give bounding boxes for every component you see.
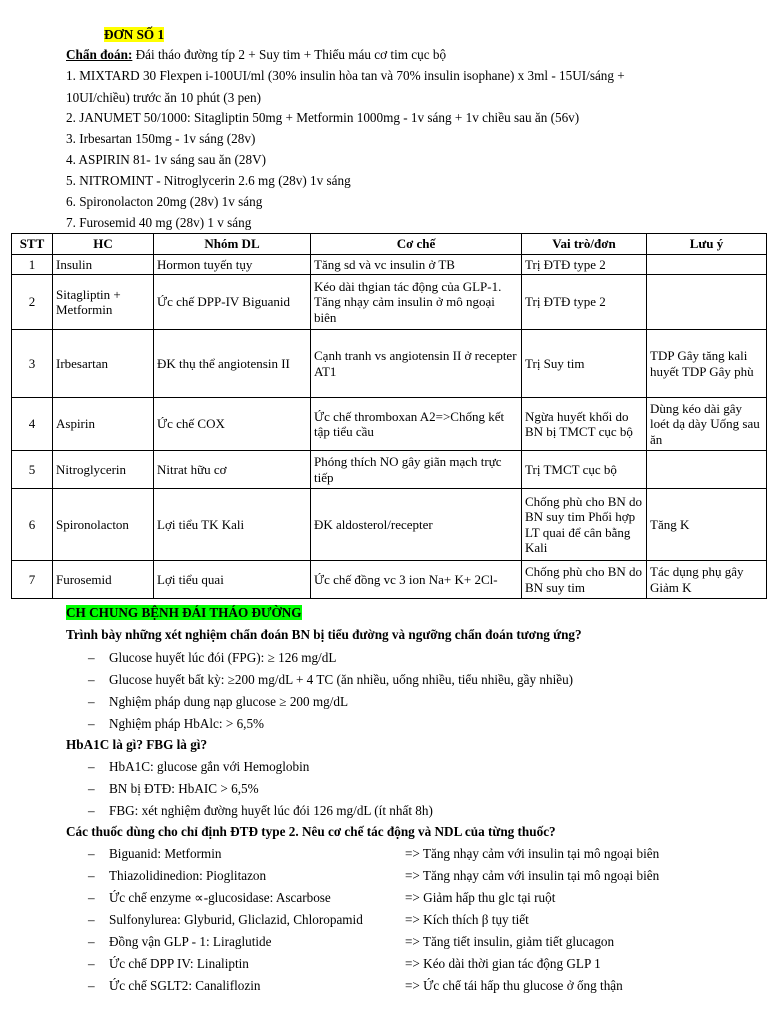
drug-name-text: Thiazolidinedion: Pioglitazon (109, 868, 267, 883)
diagnosis-label: Chẩn đoán: (66, 47, 133, 62)
cell-nhom: Ức chế COX (154, 398, 311, 451)
diagnosis-text: Đái tháo đường típ 2 + Suy tim + Thiếu máu cơ tim cục bộ (132, 47, 447, 62)
prescription-line-5: 5. NITROMINT - Nitroglycerin 2.6 mg (28v) 1v sáng (66, 173, 351, 188)
cell-nhom: ĐK thụ thể angiotensin II (154, 330, 311, 398)
cell-hc: Aspirin (53, 398, 154, 451)
list-item-text: FBG: xét nghiệm đường huyết lúc đói 126 mg/dL (ít nhất 8h) (109, 803, 433, 818)
cell-vaitro: Trị ĐTĐ type 2 (522, 275, 647, 330)
drug-name-text: Ức chế SGLT2: Canaliflozin (109, 978, 261, 993)
header-stt: STT (12, 234, 53, 255)
header-hc: HC (53, 234, 154, 255)
drug-mechanism: => Kích thích β tụy tiết (405, 912, 529, 927)
diagnosis-line (66, 46, 446, 64)
cell-hc: Irbesartan (53, 330, 154, 398)
table-header-row (12, 234, 767, 255)
header-nhom: Nhóm DL (154, 234, 311, 255)
list-item (88, 693, 348, 711)
prescription-line-3: 3. Irbesartan 150mg - 1v sáng (28v) (66, 131, 256, 146)
prescription-line-6: 6. Spironolacton 20mg (28v) 1v sáng (66, 194, 263, 209)
cell-luuy (647, 255, 767, 275)
drug-name (88, 889, 331, 907)
dash-bullet: – (88, 846, 95, 861)
table-row (12, 275, 767, 330)
drug-mechanism: => Tăng nhạy cảm với insulin tại mô ngoại biên (405, 846, 660, 861)
cell-nhom: Hormon tuyến tụy (154, 255, 311, 275)
cell-coche: Kéo dài thgian tác động của GLP-1. Tăng nhạy cảm insulin ở mô ngoại biên (311, 275, 522, 330)
cell-stt: 6 (12, 489, 53, 561)
prescription-line-1-cont: 10UI/chiều) trước ăn 10 phút (3 pen) (66, 90, 262, 105)
drug-name (88, 933, 272, 951)
cell-luuy: Tác dụng phụ gây Giảm K (647, 561, 767, 599)
drug-name-text: Biguanid: Metformin (109, 846, 222, 861)
cell-nhom: Lợi tiểu quai (154, 561, 311, 599)
drug-mechanism: => Kéo dài thời gian tác động GLP 1 (405, 956, 601, 971)
drug-table (11, 233, 767, 599)
list-item (88, 802, 433, 820)
header-luuy: Lưu ý (647, 234, 767, 255)
cell-stt: 3 (12, 330, 53, 398)
dash-bullet: – (88, 716, 95, 731)
table-row (12, 255, 767, 275)
cell-coche: Cạnh tranh vs angiotensin II ở recepter AT1 (311, 330, 522, 398)
drug-name (88, 955, 249, 973)
list-item-text: HbA1C: glucose gắn với Hemoglobin (109, 759, 310, 774)
dash-bullet: – (88, 803, 95, 818)
cell-luuy (647, 451, 767, 489)
list-item (88, 780, 259, 798)
drug-name-text: Đồng vận GLP - 1: Liraglutide (109, 934, 272, 949)
dash-bullet: – (88, 694, 95, 709)
cell-luuy (647, 275, 767, 330)
list-item (88, 649, 336, 667)
cell-luuy: TDP Gây tăng kali huyết TDP Gây phù (647, 330, 767, 398)
drug-name-text: Ức chế DPP IV: Linaliptin (109, 956, 249, 971)
dash-bullet: – (88, 934, 95, 949)
cell-hc: Sitagliptin + Metformin (53, 275, 154, 330)
section-heading (66, 604, 302, 622)
dash-bullet: – (88, 912, 95, 927)
dash-bullet: – (88, 672, 95, 687)
title-highlight: ĐƠN SỐ 1 (104, 27, 165, 42)
dash-bullet: – (88, 956, 95, 971)
cell-hc: Furosemid (53, 561, 154, 599)
cell-coche: ĐK aldosterol/recepter (311, 489, 522, 561)
dash-bullet: – (88, 781, 95, 796)
drug-mechanism: => Ức chế tái hấp thu glucose ở ống thận (405, 978, 623, 993)
prescription-line-1: 1. MIXTARD 30 Flexpen i-100UI/ml (30% insulin hòa tan và 70% insulin isophane) x 3ml - 15UI/sáng + (66, 68, 625, 83)
cell-nhom: Lợi tiểu TK Kali (154, 489, 311, 561)
drug-name (88, 977, 260, 995)
cell-hc: Insulin (53, 255, 154, 275)
question-3: Các thuốc dùng cho chỉ định ĐTĐ type 2. Nêu cơ chế tác động và NDL của từng thuốc? (66, 824, 556, 839)
drug-mechanism: => Giảm hấp thu glc tại ruột (405, 890, 556, 905)
cell-vaitro: Trị TMCT cục bộ (522, 451, 647, 489)
drug-name (88, 845, 221, 863)
cell-stt: 1 (12, 255, 53, 275)
question-2: HbA1C là gì? FBG là gì? (66, 737, 208, 752)
list-item-text: BN bị ĐTĐ: HbAIC > 6,5% (109, 781, 259, 796)
cell-stt: 4 (12, 398, 53, 451)
header-coche: Cơ chế (311, 234, 522, 255)
list-item (88, 758, 309, 776)
prescription-line-2: 2. JANUMET 50/1000: Sitagliptin 50mg + Metformin 1000mg - 1v sáng + 1v chiều sau ăn (56v) (66, 110, 580, 125)
cell-stt: 5 (12, 451, 53, 489)
drug-mechanism: => Tăng nhạy cảm với insulin tại mô ngoại biên (405, 868, 660, 883)
list-item-text: Glucose huyết bất kỳ: ≥200 mg/dL + 4 TC (ăn nhiều, uống nhiều, tiểu nhiều, gầy nhiều) (109, 672, 574, 687)
cell-coche: Ức chế đồng vc 3 ion Na+ K+ 2Cl- (311, 561, 522, 599)
cell-hc: Nitroglycerin (53, 451, 154, 489)
cell-vaitro: Trị Suy tim (522, 330, 647, 398)
table-row (12, 561, 767, 599)
dash-bullet: – (88, 978, 95, 993)
table-row (12, 330, 767, 398)
drug-name-text: Sulfonylurea: Glyburid, Gliclazid, Chloropamid (109, 912, 363, 927)
dash-bullet: – (88, 650, 95, 665)
cell-hc: Spironolacton (53, 489, 154, 561)
drug-name (88, 867, 266, 885)
prescription-line-4: 4. ASPIRIN 81- 1v sáng sau ăn (28V) (66, 152, 266, 167)
cell-vaitro: Chống phù cho BN do BN suy tim Phối hợp LT quai để cân bằng Kali (522, 489, 647, 561)
prescription-line-7: 7. Furosemid 40 mg (28v) 1 v sáng (66, 215, 252, 230)
table-row (12, 489, 767, 561)
cell-coche: Tăng sd và vc insulin ở TB (311, 255, 522, 275)
cell-nhom: Ức chế DPP-IV Biguanid (154, 275, 311, 330)
dash-bullet: – (88, 759, 95, 774)
list-item (88, 671, 573, 689)
cell-nhom: Nitrat hữu cơ (154, 451, 311, 489)
list-item-text: Nghiệm pháp dung nạp glucose ≥ 200 mg/dL (109, 694, 349, 709)
dash-bullet: – (88, 890, 95, 905)
cell-luuy: Tăng K (647, 489, 767, 561)
cell-luuy: Dùng kéo dài gây loét dạ dày Uống sau ăn (647, 398, 767, 451)
cell-coche: Phóng thích NO gây giãn mạch trực tiếp (311, 451, 522, 489)
drug-name (88, 911, 363, 929)
cell-coche: Ức chế thromboxan A2=>Chống kết tập tiểu cầu (311, 398, 522, 451)
header-vaitro: Vai trò/đơn (522, 234, 647, 255)
cell-vaitro: Ngừa huyết khối do BN bị TMCT cục bộ (522, 398, 647, 451)
table-row (12, 451, 767, 489)
cell-stt: 2 (12, 275, 53, 330)
question-1: Trình bày những xét nghiệm chẩn đoán BN bị tiểu đường và ngưỡng chẩn đoán tương ứng? (66, 627, 582, 642)
table-row (12, 398, 767, 451)
list-item-text: Nghiệm pháp HbAlc: > 6,5% (109, 716, 265, 731)
cell-vaitro: Trị ĐTĐ type 2 (522, 255, 647, 275)
drug-mechanism: => Tăng tiết insulin, giảm tiết glucagon (405, 934, 615, 949)
cell-vaitro: Chống phù cho BN do BN suy tim (522, 561, 647, 599)
list-item-text: Glucose huyết lúc đói (FPG): ≥ 126 mg/dL (109, 650, 337, 665)
drug-name-text: Ức chế enzyme ∝-glucosidase: Ascarbose (109, 890, 331, 905)
cell-stt: 7 (12, 561, 53, 599)
prescription-title (104, 26, 164, 44)
list-item (88, 715, 264, 733)
dash-bullet: – (88, 868, 95, 883)
section-heading-highlight: CH CHUNG BỆNH ĐÁI THÁO ĐƯỜNG (66, 605, 302, 620)
